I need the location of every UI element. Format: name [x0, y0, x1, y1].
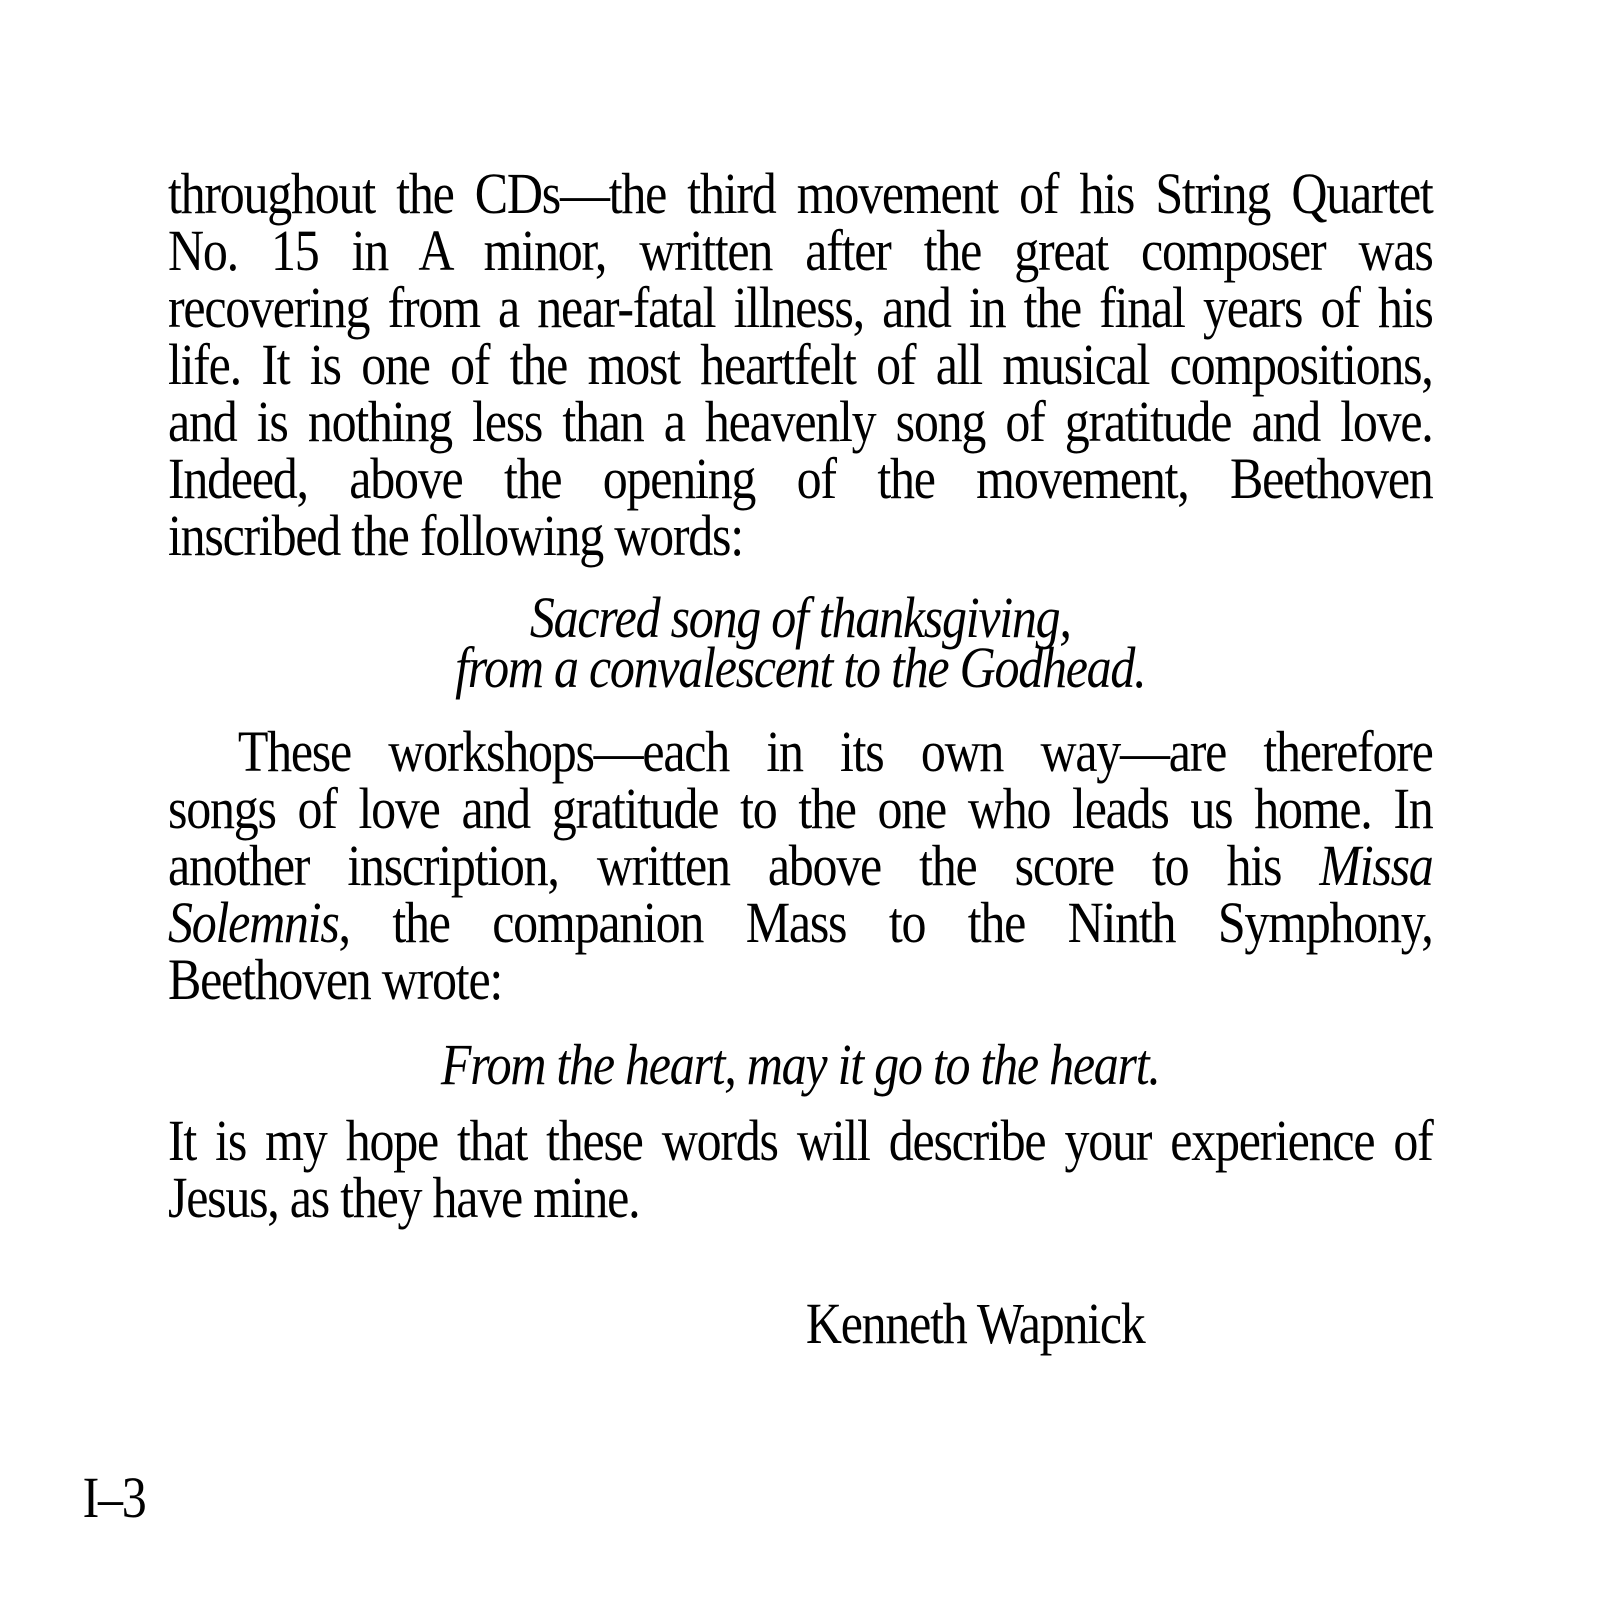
- paragraph-2-line-3-italic-title: Missa: [1319, 833, 1433, 898]
- paragraph-2-line-4: [168, 890, 1433, 955]
- paragraph-1-line-7: inscribed the following words:: [168, 503, 743, 568]
- paragraph-2-line-4-text: , the companion Mass to the Ninth Symphony,: [338, 890, 1433, 955]
- quote-1-line-2: from a convalescent to the Godhead.: [455, 635, 1146, 700]
- paragraph-1-line-5: and is nothing less than a heavenly song of gratitude and love.: [168, 389, 1433, 454]
- paragraph-1-line-6: Indeed, above the opening of the movement, Beethoven: [168, 446, 1433, 511]
- paragraph-2-line-1: These workshops—each in its own way—are therefore: [237, 719, 1433, 784]
- paragraph-3-line-2: Jesus, as they have mine.: [168, 1165, 640, 1230]
- paragraph-2-line-5: Beethoven wrote:: [168, 947, 503, 1012]
- paragraph-1-line-3: recovering from a near-fatal illness, and in the final years of his: [168, 275, 1433, 340]
- quote-1-line-1: Sacred song of thanksgiving,: [529, 585, 1071, 650]
- paragraph-3-line-1: It is my hope that these words will describe your experience of: [168, 1108, 1433, 1173]
- paragraph-1-line-1: throughout the CDs—the third movement of his String Quartet: [168, 161, 1433, 226]
- page-number: I–3: [82, 1465, 146, 1530]
- paragraph-1: [168, 161, 1433, 568]
- paragraph-2-line-4-italic-title: Solemnis: [168, 890, 339, 955]
- paragraph-2: [168, 719, 1433, 1012]
- paragraph-1-line-2: No. 15 in A minor, written after the great composer was: [168, 218, 1433, 283]
- inscription-quote-2: [168, 1032, 1433, 1097]
- paragraph-2-line-3: [168, 833, 1433, 898]
- paragraph-1-line-4: life. It is one of the most heartfelt of all musical compositions,: [168, 332, 1433, 397]
- paragraph-2-line-2: songs of love and gratitude to the one who leads us home. In: [168, 776, 1433, 841]
- inscription-quote-1: [168, 585, 1433, 700]
- text-column: [82, 161, 1433, 1530]
- paragraph-3: [168, 1108, 1433, 1230]
- paragraph-2-line-3-text: another inscription, written above the score to his: [168, 833, 1282, 898]
- signature: Kenneth Wapnick: [805, 1291, 1145, 1356]
- quote-2-line-1: From the heart, may it go to the heart.: [440, 1032, 1160, 1097]
